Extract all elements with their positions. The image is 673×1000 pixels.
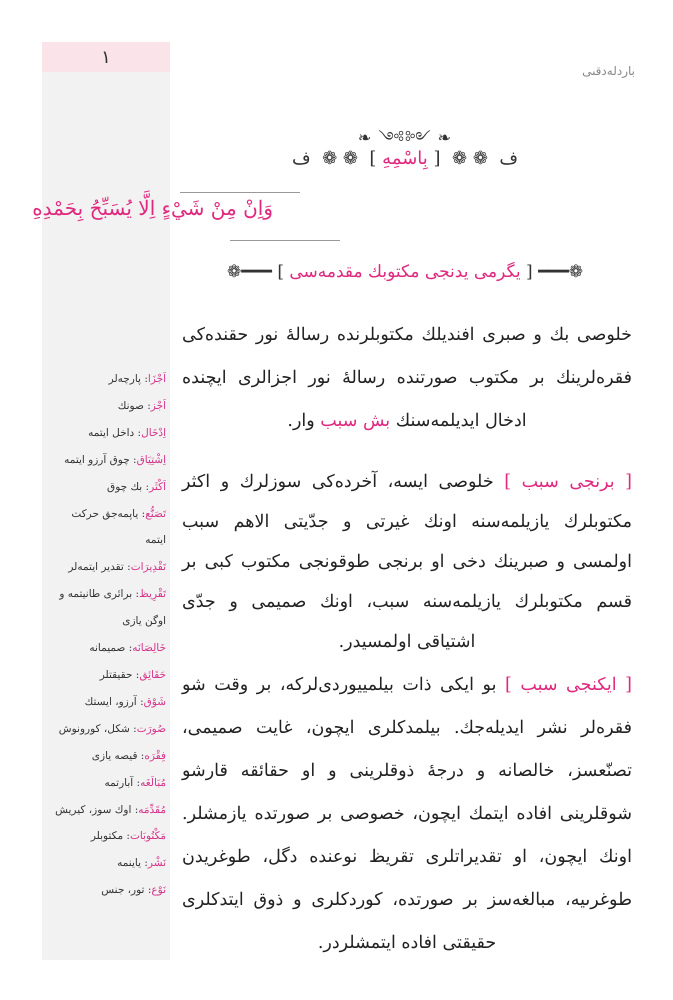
glossary-item: اَكْثَر: بك چوق — [107, 480, 166, 493]
glossary-item: تَصَنُّع: ياپمه‌جق حركت ايتمه — [71, 507, 166, 547]
heading-text: يگرمى يدنجى مكتوبك مقدمه‌سى — [289, 262, 521, 282]
quran-verse: وَاِنْ مِنْ شَيْءٍ اِلَّا يُسَبِّحُ بِحَمْدِهِ — [32, 196, 273, 220]
paragraph-text: خلوصى ايسه، آخرده‌كى سوزلرك و اكثر مكتوبلرك يازيلمه‌سنه اونك غيرتى و جدّيتى الاهم سبب اولمسى و صبرينك دخى او برنجى طوقونجى مكتوب كبى بر قسم مكتوبلرك يازيلمه‌سنه سبب، اونك صميمى و جدّى اشتياقى اولمسيدر. — [182, 472, 632, 652]
bismihi-line: ف ❁ ❁ [ بِاسْمِهِ ] ❁ ❁ ف — [291, 148, 519, 169]
glossary-item: تَقْدِيرَات: تقدير ايتمه‌لر — [68, 561, 166, 574]
running-head: باردلەدقىى — [582, 64, 635, 78]
glossary-item: مَكْتُوبَات: مكتوبلر — [90, 830, 166, 843]
page-number: ١ — [42, 42, 170, 72]
paragraph-text: خلوصى بك و صبرى افنديلك مكتوبلرنده رسالهٔ نور حقنده‌كى فقره‌لرينك بر مكتوب صورتنده رسالهٔ نور اجزالرى ايچنده ادخال ايديلمه‌سنك — [182, 325, 632, 431]
glossary-item: مُبَالَغَه: آبارتمه — [104, 776, 166, 789]
ornament-mark: ف — [291, 148, 311, 169]
glossary-item: تَقْرِيظ: برائرى طانيتمه و اوگن يازى — [59, 588, 166, 628]
glossary-item: اَجْز: صونك — [117, 399, 166, 412]
bracket: [ — [433, 148, 441, 169]
glossary-item: اِدْخَال: داخل ايتمه — [88, 426, 166, 439]
paragraph-2 — [182, 462, 632, 662]
paragraph-tail: وار. — [287, 411, 315, 431]
glossary-item: حَقَائِق: حقيقتلر — [99, 668, 166, 681]
reason-label: [ برنجى سبب ] — [504, 472, 632, 492]
paragraph-text: بو ايكى ذات بيلمييوردى‌لركه، بر وقت شو فقره‌لر نشر ايديله‌جك. بيلمدكلرى ايچون، غايت صميمى، تصنّعسز، خالصانه و درجهٔ ذوقلرينى و او حقائقه قارشو شوقلرينى افاده ايتمك ايچون، خصوصى بر صورتده يازمشلر. اونك ايچون، او تقديراتلرى تقريظ نوعنده دگل، طوغريدن طوغرىيه، مبالغه‌سز بر صورتده، كوردكلرى و ذوق ايتدكلرى حقيقتى افاده ايتمشلردر. — [182, 675, 632, 953]
rule-line — [230, 240, 340, 241]
glossary-item: فِقْرَه: قيصه يازى — [91, 749, 166, 762]
paragraph-3 — [182, 664, 632, 965]
reason-label: [ ايكنجى سبب ] — [505, 675, 632, 695]
rule-line — [180, 192, 300, 193]
glossary-item: خَالِصَانَه: صميمانه — [89, 642, 166, 655]
bismihi-text: بِاسْمِهِ — [382, 148, 428, 169]
glossary-item: صُورَت: شكل، كورونوش — [58, 722, 166, 735]
glossary-list — [48, 366, 166, 904]
highlight-phrase: بش سبب — [320, 411, 391, 431]
top-ornament: ❧ ༺༻ ❧ — [357, 128, 453, 147]
glossary-item: نَشْر: ياينمه — [117, 857, 166, 870]
bracket: [ — [526, 262, 533, 282]
glossary-item: مُقَدِّمَه: اوك سوز، كيريش — [55, 803, 166, 816]
glossary-item: اَجْزَا: پارچه‌لر — [108, 373, 166, 385]
ornament-mark: ف — [499, 148, 519, 169]
section-heading: ❁━━━ [ يگرمى يدنجى مكتوبك مقدمه‌سى ] ━━━❁ — [226, 262, 584, 282]
bracket: ] — [369, 148, 377, 169]
bracket: ] — [277, 262, 284, 282]
glossary-item: نَوْع: تور، جنس — [101, 884, 166, 897]
paragraph-1 — [182, 314, 632, 443]
glossary-item: شَوْق: آرزو، ايستك — [84, 695, 166, 708]
glossary-item: اِشْتِيَاق: چوق آرزو ايتمه — [64, 453, 166, 466]
